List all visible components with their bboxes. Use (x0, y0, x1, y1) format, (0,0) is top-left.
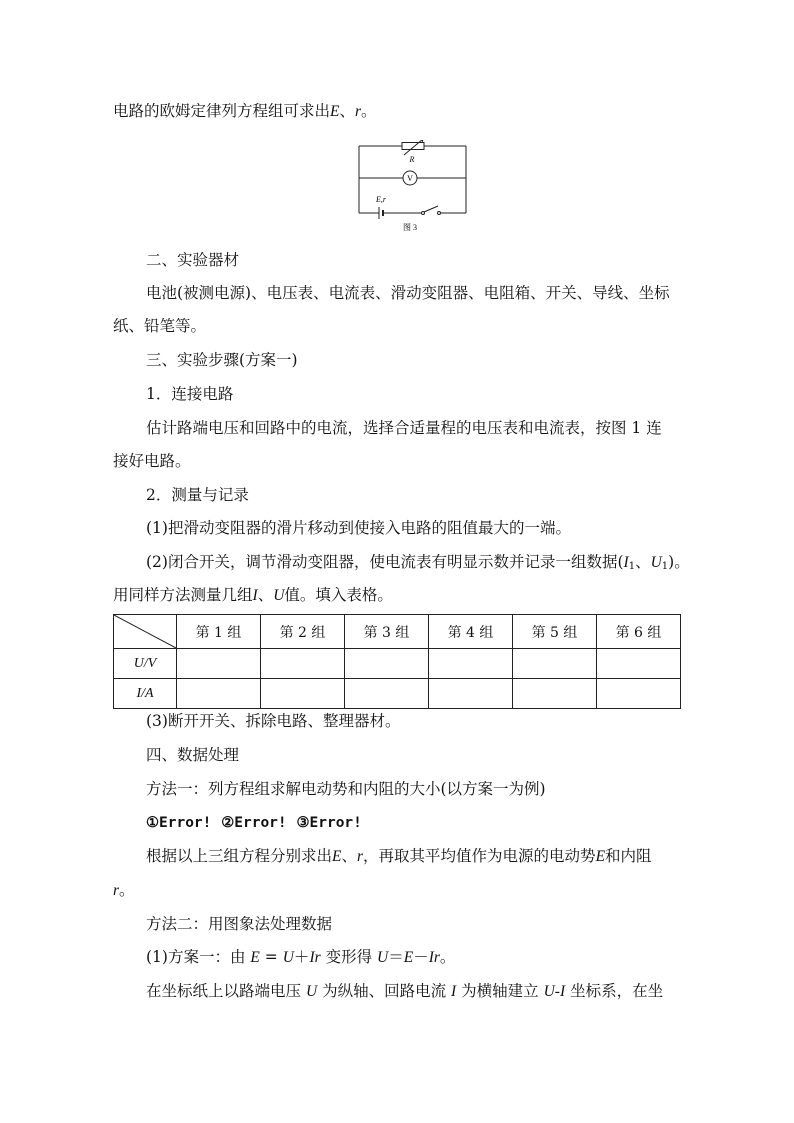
table-cell (261, 679, 345, 709)
table-row (114, 649, 681, 679)
data-table (113, 614, 681, 709)
paragraph-line: 方法二：用图象法处理数据 (146, 915, 333, 933)
table-cell (429, 649, 513, 679)
table-corner-cell (114, 615, 177, 649)
subsection-heading: 2．测量与记录 (146, 486, 249, 504)
table-cell (597, 649, 681, 679)
table-cell (177, 679, 261, 709)
row-label-voltage: U/V (114, 649, 177, 679)
paragraph-line: (2)闭合开关，调节滑动变阻器，使电流表有明显示数并记录一组数据($I_1$、$U_1$)。 (146, 553, 690, 572)
error-placeholder: ③Error! (296, 815, 362, 831)
table-header-cell: 第 2 组 (261, 615, 345, 649)
paragraph-line: (1)方案一：由 E = U＋Ir 变形得 U＝E－Ir。 (146, 948, 456, 966)
table-cell (429, 679, 513, 709)
table-cell (513, 679, 597, 709)
voltmeter-label: V (407, 174, 413, 183)
section-heading: 三、实验步骤(方案一) (146, 351, 298, 369)
table-cell (597, 679, 681, 709)
section-heading: 四、数据处理 (146, 746, 240, 764)
error-placeholder: ②Error! (221, 815, 287, 831)
paragraph-line: 在坐标纸上以路端电压 U 为纵轴、回路电流 I 为横轴建立 U-I 坐标系，在坐 (146, 982, 664, 1000)
paragraph-line: 接好电路。 (113, 452, 191, 470)
paragraph-line: 电路的欧姆定律列方程组可求出E、r。 (113, 102, 377, 120)
table-header-row (114, 615, 681, 649)
subsection-heading: 1．连接电路 (146, 385, 234, 403)
diagonal-divider (114, 615, 176, 648)
paragraph-line: 用同样方法测量几组I、U值。填入表格。 (113, 586, 393, 604)
battery-label: E,r (376, 195, 386, 204)
table-cell (177, 649, 261, 679)
paragraph-line: r。 (113, 881, 135, 899)
paragraph-line: 纸、铅笔等。 (113, 317, 207, 335)
table-cell (345, 679, 429, 709)
circuit-diagram (354, 140, 474, 235)
row-label-current: I/A (114, 679, 177, 709)
table-header-cell: 第 4 组 (429, 615, 513, 649)
table-header-cell: 第 1 组 (177, 615, 261, 649)
paragraph-line: (1)把滑动变阻器的滑片移动到使接入电路的阻值最大的一端。 (146, 519, 571, 537)
figure-caption: 图 3 (403, 223, 417, 232)
error-placeholder: ①Error! (146, 815, 212, 831)
table-row (114, 679, 681, 709)
table-cell (345, 649, 429, 679)
table-cell (261, 649, 345, 679)
table-header-cell: 第 6 组 (597, 615, 681, 649)
paragraph-line: 方法一：列方程组求解电动势和内阻的大小(以方案一为例) (146, 780, 546, 798)
equation-placeholders (146, 812, 362, 833)
paragraph-line: 电池(被测电源)、电压表、电流表、滑动变阻器、电阻箱、开关、导线、坐标 (146, 284, 670, 302)
paragraph-line: 根据以上三组方程分别求出E、r，再取其平均值作为电源的电动势E和内阻 (146, 847, 652, 865)
paragraph-line: 估计路端电压和回路中的电流，选择合适量程的电压表和电流表，按图 1 连 (146, 419, 662, 437)
section-heading: 二、实验器材 (146, 251, 240, 269)
resistor-label: R (409, 155, 415, 164)
paragraph-line: (3)断开开关、拆除电路、整理器材。 (146, 712, 401, 730)
table-header-cell: 第 5 组 (513, 615, 597, 649)
table-cell (513, 649, 597, 679)
table-header-cell: 第 3 组 (345, 615, 429, 649)
